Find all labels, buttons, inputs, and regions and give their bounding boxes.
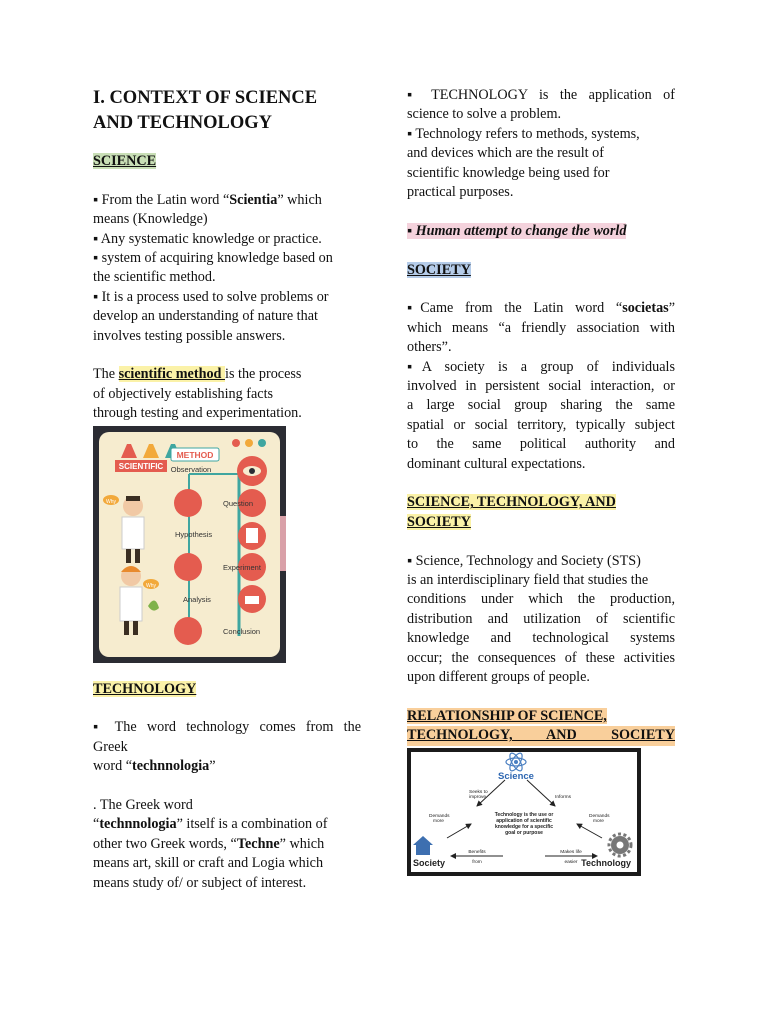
right-column [407,86,675,876]
brain-icon [174,489,202,517]
lab-icon [174,553,202,581]
technology-heading: TECHNOLOGY [93,680,197,697]
technology-bullet: ▪ The word technology comes from the [93,719,361,736]
svg-text:Technology is the use or: Technology is the use or [494,811,554,818]
svg-text:from: from [472,859,482,865]
method-label: METHOD [176,449,214,460]
conclusion-icon [174,617,202,645]
science-bullet-3: ▪ system of acquiring knowledge based on the scientific method. [93,250,333,286]
svg-text:Seeks to: Seeks to [469,789,488,795]
sts-relationship-diagram [407,748,641,876]
svg-text:Makes life: Makes life [560,849,582,855]
step-question: Question [223,498,254,508]
svg-text:Benefits: Benefits [468,849,486,855]
science-node: Science [498,770,534,782]
science-heading: SCIENCE [93,153,157,169]
society-node: Society [413,857,446,868]
step-observation: Observation [170,464,212,474]
svg-text:Demands: Demands [589,813,610,819]
step-analysis: Analysis [183,594,211,604]
technology-refers: ▪ Technology refers to methods, systems, and devices which are the result of scientific knowledge being used for practical purposes. [407,125,640,201]
technology-definition: ▪ TECHNOLOGY is the application of science to solve a problem. [407,87,675,123]
page-title: I. CONTEXT OF SCIENCE AND TECHNOLOGY [93,88,318,133]
science-bullet-2: ▪ Any systematic knowledge or practice. [93,230,322,247]
svg-text:Why: Why [106,498,116,505]
society-bullet-2: ▪A society is a group of individuals involved in persistent social interaction, or a large social group sharing the same spatial or social territory, typically subject to the same political authority and dominant cultural expectations. [407,358,675,472]
left-column: I. CONTEXT OF SCIENCE AND TECHNOLOGY SCIENCE ▪ From the Latin word “Scientia” which means (Knowledge) ▪ Any systematic knowledge or practice. ▪ system of acquiring knowledge based on the scientific method. ▪ It is a process used to solve problems or develop an understanding of nature that involves testing possible answers. The scientific method is the process of objectively establishing facts through testing and experimentation. SCIENTIFIC METHOD Observation Question Hypothesis Experiment Analysis Conclusion Why Why TECHNOLOGY ▪ The word technology comes from the Greek word “technnologia” . The Greek word “technnologia” itself is a combination of other two Greek words, “Techne” which means art, skill or craft and Logia which means study of/ or subject of interest. [93,86,361,893]
svg-text:application of scientific: application of scientific [496,817,552,824]
svg-text:easier: easier [564,859,578,865]
svg-text:goal or purpose: goal or purpose [505,829,543,836]
science-bullet-4: ▪ It is a process used to solve problems or develop an understanding of nature that involves testing possible answers. [93,288,329,344]
svg-text:Why: Why [146,582,156,589]
svg-text:Demands: Demands [429,813,450,819]
svg-text:more: more [433,818,444,824]
scientific-method-paragraph: The scientific method is the process of objectively establishing facts through testing and experimentation. [93,366,302,422]
scientific-label: SCIENTIFIC [118,461,164,471]
human-attempt: ▪ Human attempt to change the world [407,222,627,239]
svg-text:knowledge for a specific: knowledge for a specific [494,823,554,830]
step-experiment: Experiment [223,562,261,572]
greek-word-paragraph: . The Greek word “technnologia” itself is a combination of other two Greek words, “Techne” which means art, skill or craft and Logia which means study of/ or subject of interest. [93,797,328,891]
sts-heading: SCIENCE, TECHNOLOGY, AND SOCIETY [407,494,616,530]
society-heading: SOCIETY [407,261,471,278]
svg-text:improve: improve [469,794,487,800]
sts-paragraph: ▪ Science, Technology and Society (STS) is an interdisciplinary field that studies the conditions under which the production, distribution and utilization of scientific knowledge and technological systems occur; the consequences of these activities upon different groups of people. [407,552,675,686]
svg-text:more: more [593,818,604,824]
svg-text:Informs: Informs [555,794,571,800]
relationship-heading: RELATIONSHIP OF SCIENCE, TECHNOLOGY, AND SOCIETY [407,707,675,746]
society-bullet-1: ▪Came from the Latin word “societas” which means “a friendly association with others”. [407,300,675,356]
step-conclusion: Conclusion [223,626,261,636]
scientific-method-figure [93,426,286,663]
science-bullet-1: ▪ From the Latin word “Scientia” which means (Knowledge) [93,191,322,228]
step-hypothesis: Hypothesis [175,529,213,539]
technology-node: Technology [581,857,631,868]
